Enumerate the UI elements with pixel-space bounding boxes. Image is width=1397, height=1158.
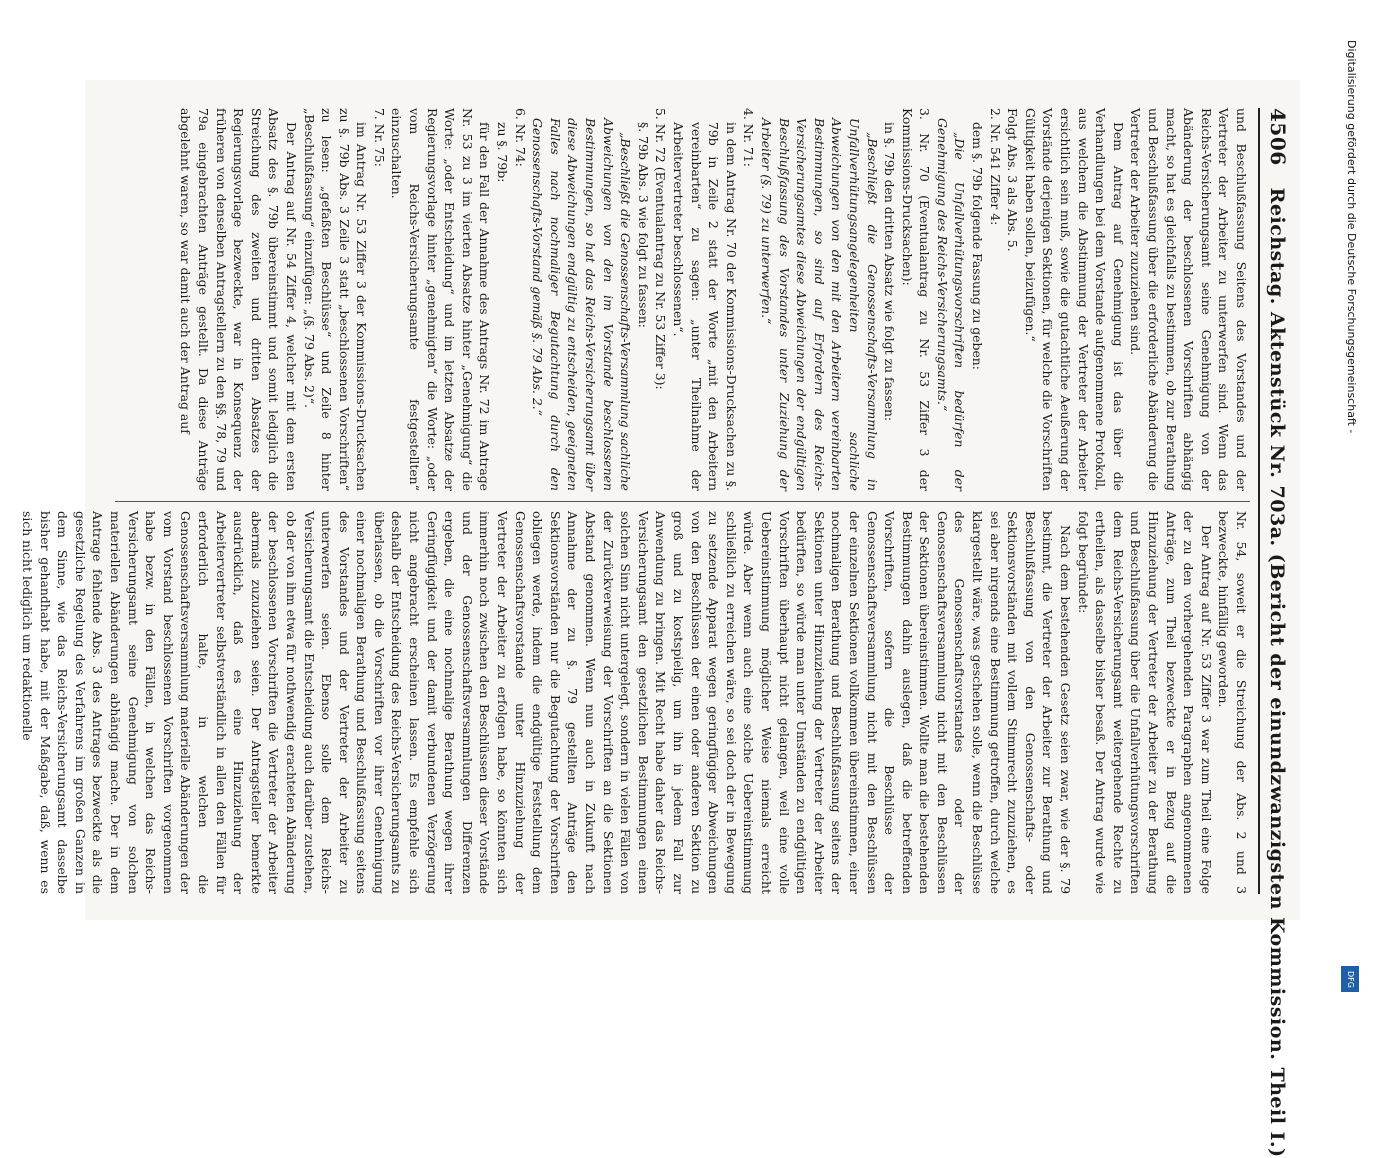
- paragraph: Der Antrag auf Nr. 54 Ziffer 4, welcher mit dem ersten Absatz des §. 79b übereinstimmt und somit lediglich die Streichung des zweiten und dritten Absatzes der Regierungsvorlage bezweckte, war in Konsequenz der früheren von denselben Antragstellern zu den §§. 78, 79 und 79a eingebrachten Anträge gestellt. Da diese Anträge abgelehnt waren, so war damit auch der Antrag auf: [178, 108, 299, 491]
- paragraph: in §. 79b den dritten Absatz wie folgt zu fassen:: [882, 122, 898, 422]
- paragraph: Dem Antrag auf Genehmigung ist das über die Verhandlungen bei dem Vorstande aufgenommene Protokoll, aus welchem die Abstimmung der Vertreter der Arbeiter ersichtlich sein muß, sowie die gutachtliche Aeußerung der Vorstände derjenigen Sektionen, für welche die Vorschriften Gültigkeit haben sollen, beizufügen.“: [1022, 108, 1126, 491]
- paragraph: 2. Nr. 541 Ziffer 4:: [987, 108, 1003, 226]
- paragraph: Nr. 54, soweit er die Streichung der Abs. 2 und 3 bezweckte, hinfällig geworden.: [1216, 511, 1249, 894]
- scanned-page: [20, 80, 1300, 1158]
- paragraph: „Beschließt die Genossenschafts-Versammlung sachliche Abweichungen von den im Vorstande beschlossenen Bestimmungen, so hat das Reichs-Versicherungsamt über diese Abweichungen endgültig zu entscheiden, geeigneten Falles nach nochmaliger Begutachtung durch den Genossenschafts-Vorstand gemäß §. 79 Abs. 2.“: [530, 118, 634, 491]
- dfg-logo: DFG: [1341, 966, 1359, 992]
- paragraph: in dem Antrag Nr. 70 der Kommissions-Drucksachen zu §. 79b in Zeile 2 statt der Worte „mit den Arbeitern vereinbarten“ zu sagen: „unter Theilnahme der Arbeitervertreter beschlossenen“.: [671, 122, 739, 491]
- digitization-credit: Digitalisierung gefördert durch die Deutsche Forschungsgemeinschaft -: [1345, 40, 1358, 434]
- paragraph: Der Antrag auf Nr. 53 Ziffer 3 war zum Theil eine Folge der zu den vorhergehenden Paragraphen angenommenen Anträge, zum Theil bezweckte er in Bezug auf die Hinzuziehung der Vertreter der Arbeiter zu der Berathung und Beschlußfassung über die Unfallverhütungsvorschriften dem Reichs-Versicherungsamt weitergehende Rechte zu ertheilen, als dasselbe bisher besaß. Der Antrag wurde wie folgt begründet:: [1075, 511, 1214, 894]
- document-page: [20, 80, 1300, 1158]
- text-columns: [20, 108, 1250, 894]
- right-column: [20, 511, 1250, 894]
- paragraph: und Beschlußfassung Seitens des Vorstandes und der Vertreter der Arbeiter zu unterwerfen sind. Wenn das Reichs-Versicherungsamt seine Genehmigung von der Abänderung der beschlossenen Vorschriften abhängig macht, so hat es gleichfalls zu bestimmen, ob zur Berathung und Beschlußfassung über die erforderliche Abänderung die Vertreter der Arbeiter zuzuziehen sind.: [1128, 108, 1249, 491]
- footer-strip: [1336, 40, 1366, 960]
- paragraph: 4. Nr. 71:: [741, 108, 757, 167]
- paragraph: für den Fall der Annahme des Antrags Nr. 72 im Antrage Nr. 53 zu 3 im vierten Absatze hinter „Genehmigung“ die Worte: „oder Entscheidung“ und im letzten Absatze der Regierungsvorlage hinter „genehmigten“ die Worte: „oder vom Reichs-Versicherungsamte festgestellten“ einzuschalten.: [389, 108, 493, 491]
- paragraph: Folgt Abs. 3 als Abs. 5.: [1005, 108, 1021, 252]
- page-title: Reichstag. Aktenstück Nr. 703a. (Bericht der einundzwanzigsten Kommission. Theil I.): [1266, 187, 1288, 1158]
- paragraph: „Beschließt die Genossenschafts-Versammlung in Unfallverhütungsangelegenheiten sachliche Abweichungen von den mit den Arbeitern vereinbarten Bestimmungen, so sind auf Erfordern des Reichs-Versicherungsamtes diese Abweichungen der endgültigen Beschlußfassung des Vorstandes unter Zuziehung der Arbeiter (§. 79) zu unterwerfen.“: [758, 118, 880, 491]
- paragraph: 6. Nr. 74:: [512, 108, 528, 167]
- paragraph: „Die Unfallverhütungsvorschriften bedürfen der Genehmigung des Reichs-Versicherungsamts.“: [934, 118, 968, 491]
- page-header: [1258, 108, 1290, 1158]
- column-divider: [115, 501, 1250, 502]
- paragraph: zu §. 79b:: [495, 122, 511, 183]
- page-number: 4506: [1266, 108, 1290, 166]
- paragraph: 3. Nr. 70 (Eventualantrag zu Nr. 53 Ziffer 3 der Kommissions-Drucksachen):: [899, 108, 933, 491]
- left-column: [115, 108, 1250, 491]
- paragraph: 7. Nr. 75:: [371, 108, 387, 167]
- paragraph: 5. Nr. 72 (Eventualantrag zu Nr. 53 Ziffer 3):: [653, 108, 669, 390]
- paragraph: im Antrag Nr. 53 Ziffer 3 der Kommissions-Drucksachen zu §. 79b Abs. 3 Zeile 3 statt „beschlossenen Vorschriften“ zu lesen: „gefaßten Beschlüsse“ und Zeile 8 hinter „Beschlußfassung“ einzufügen: „(§. 79 Abs. 2)“.: [301, 108, 370, 491]
- paragraph: §. 79b Abs. 3 wie folgt zu fassen:: [635, 122, 651, 328]
- paragraph: dem §. 79b folgende Fassung zu geben:: [970, 122, 986, 370]
- paragraph: Nach dem bestehenden Gesetz seien zwar, wie der §. 79 bestimmt, die Vertreter der Arbeiter zur Berathung und Beschlußfassung von den Genossenschafts- oder Sektionsvorständen mit vollem Stimmrecht zuzuziehen, es sei aber nirgends eine Bestimmung getroffen, durch welche klargestellt wäre, was geschehen solle, wenn die Beschlüsse des Genossenschaftsvorstandes oder der Genossenschaftsversammlung nicht mit den Beschlüssen der Sektionen übereinstimmen. Wollte man die bestehenden Bestimmungen dahin auslegen, daß die betreffenden Vorschriften, sofern die Beschlüsse der Genossenschaftsversammlung nicht mit den Beschlüssen der einzelnen Sektionen vollkommen übereinstimmen, einer nochmaligen Berathung und Beschlußfassung seitens der Sektionen unter Hinzuziehung der Vertreter der Arbeiter bedürften, so würde man unter Umständen zu endgültigen Vorschriften überhaupt nicht gelangen, weil eine volle Uebereinstimmung möglicher Weise niemals erreicht würde. Aber wenn auch eine solche Uebereinstimmung schließlich zu erreichen wäre, so sei doch der in Bewegung zu setzende Apparat wegen geringfügiger Abweichungen von den Beschlüssen der einen oder anderen Sektion zu groß und zu kostspielig, um ihn in jedem Fall zur Anwendung zu bringen. Mit Recht habe daher das Reichs-Versicherungsamt den gesetzlichen Bestimmungen einen solchen Sinn nicht untergelegt, sondern in vielen Fällen von der Zurückverweisung der Vorschriften an die Sektionen Abstand genommen. Wenn nun auch in Zukunft nach Annahme der zu §. 79 gestellten Anträge den Sektionsvorständen nur die Begutachtung der Vorschriften obliegen werde, indem die endgültige Feststellung dem Genossenschaftsvorstande unter Hinzuziehung der Vertreter der Arbeiter zu erfolgen habe, so könnten sich immerhin noch zwischen den Beschlüssen dieser Vorstände und der Genossenschaftsversammlungen Differenzen ergeben, die eine nochmalige Berathung wegen ihrer Geringfügigkeit und der damit verbundenen Verzögerung nicht angebracht erscheinen lassen. Es empfehle sich deshalb der Entscheidung des Reichs-Versicherungsamts zu überlassen, ob die Vorschriften vor ihrer Genehmigung einer nochmaligen Berathung und Beschlußfassung seitens des Vorstandes und der Vertreter der Arbeiter zu unterwerfen seien. Ebenso solle dem Reichs-Versicherungsamt die Entscheidung auch darüber zustehen, ob der von ihm etwa für nothwendig erachteten Abänderung der beschlossenen Vorschriften die Vertreter der Arbeiter abermals zuzuziehen seien. Der Antragsteller bemerkte ausdrücklich, daß es eine Hinzuziehung der Arbeitervertreter selbstverständlich in allen den Fällen für erforderlich halte, in welchen die Genossenschaftsversammlung materielle Abänderungen der vom Vorstand beschlossenen Vorschriften vorgenommen habe bezw. in den Fällen, in welchen das Reichs-Versicherungsamt seine Genehmigung von solchen materiellen Abänderungen abhängig mache. Der in dem Antrage fehlende Abs. 3 des Antrages bezweckte als die gesetzliche Regelung des Verfahrens im großen Ganzen in dem Sinne, wie das Reichs-Versicherungsamt dasselbe bisher gehandhabt habe, mit der Maßgabe, daß, wenn es sich nicht lediglich um redaktionelle: [20, 511, 1074, 894]
